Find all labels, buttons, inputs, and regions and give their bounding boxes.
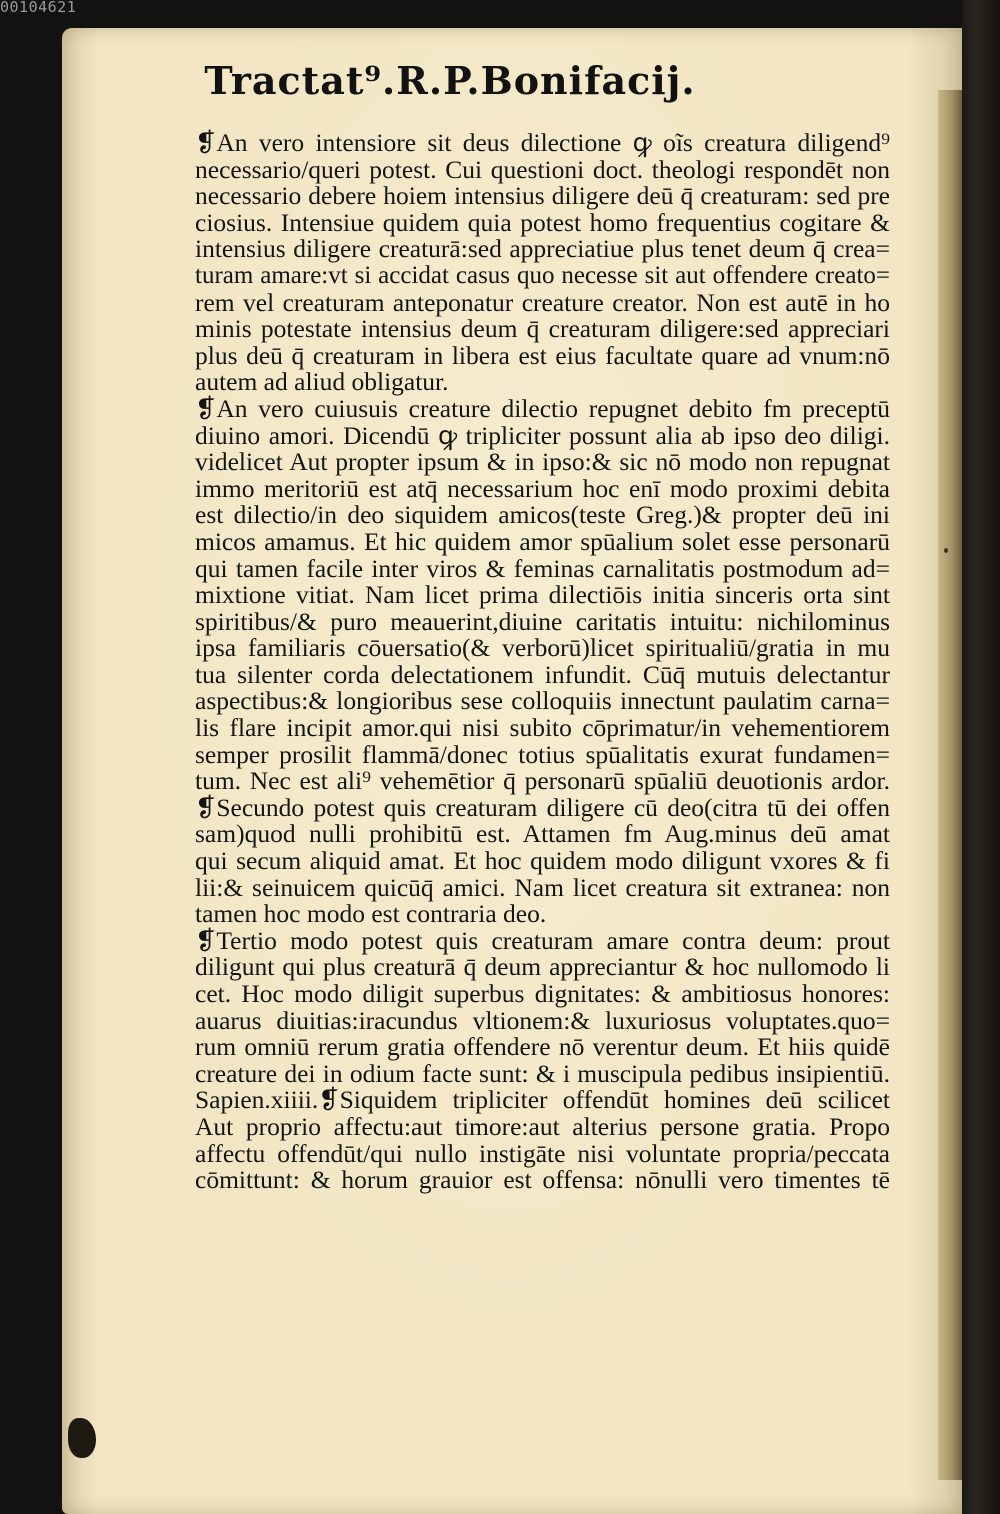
ink-stain <box>68 1418 96 1458</box>
text-line: qui tamen facile inter viros & feminas carnalitatis postmodum ad= <box>195 553 890 583</box>
text-line: lis flare incipit amor.qui nisi subito cōprimatur/in vehementiorem <box>195 713 890 743</box>
text-line: lii:& seinuicem quicūq̄ amici. Nam licet creatura sit extranea: non <box>195 872 890 902</box>
text-line: ❡Tertio modo potest quis creaturam amare contra deum: prout <box>195 925 890 955</box>
text-line: mixtione vitiat. Nam licet prima dilectiōis initia sinceris orta sint <box>195 580 890 610</box>
text-line: Aut proprio affectu:aut timore:aut alterius persone gratia. Propo <box>195 1111 890 1141</box>
text-line: diligunt qui plus creaturā q̄ deum appreciantur & hoc nullomodo li <box>195 952 890 982</box>
text-line: tum. Nec est ali⁹ vehemētior q̄ personarū spūaliū deuotionis ardor. <box>195 766 890 796</box>
text-line: videlicet Aut propter ipsum & in ipso:& sic nō modo non repugnat <box>195 447 890 477</box>
text-line: ciosius. Intensiue quidem quia potest homo frequentius cogitare & <box>195 207 890 237</box>
binding-board <box>962 0 1000 1514</box>
text-line: qui secum aliquid amat. Et hoc quidem modo diligunt vxores & fi <box>195 846 890 876</box>
text-line: necessario/queri potest. Cui questioni doct. theologi respondēt non <box>195 154 890 184</box>
text-line: rem vel creaturam anteponatur creature creator. Non est autē in ho <box>195 287 890 317</box>
text-line: ❡An vero cuiusuis creature dilectio repugnet debito fm preceptū <box>195 393 890 423</box>
text-line: auarus diuitias:iracundus vltionem:& luxuriosus voluptates.quo= <box>195 1005 890 1035</box>
text-line: necessario debere hoiem intensius diligere deū q̄ creaturam: sed pre <box>195 181 890 211</box>
text-line: cōmittunt: & horum grauior est offensa: nōnulli vero timentes tē <box>195 1165 890 1195</box>
text-line: micos amamus. Et hic quidem amor spūalium solet esse personarū <box>195 526 890 556</box>
text-line: rum omniū rerum gratia offendere nō verentur deum. Et hiis quidē <box>195 1032 890 1062</box>
text-line: plus deū q̄ creaturam in libera est eius facultate quare ad vnum:nō <box>195 340 890 370</box>
text-line: Sapien.xiiii.❡Siquidem tripliciter offendūt homines deū scilicet <box>195 1085 890 1115</box>
text-line: ipsa familiaris cōuersatio(& verborū)licet spiritualiū/gratia in mu <box>195 633 890 663</box>
text-line: tamen hoc modo est contraria deo. <box>195 899 547 929</box>
text-line: aspectibus:& longioribus sese colloquiis innectunt paulatim carna= <box>195 686 890 716</box>
text-line: minis potestate intensius deum q̄ creaturam diligere:sed appreciari <box>195 314 890 344</box>
running-head: Tractat⁹.R.P.Bonifacij. <box>204 58 696 103</box>
text-block <box>195 130 890 1194</box>
text-line: autem ad aliud obligatur. <box>195 367 449 397</box>
page-edge <box>938 90 962 1480</box>
text-line: cet. Hoc modo diligit superbus dignitates: & ambitiosus honores: <box>195 979 890 1008</box>
text-line: turam amare:vt si accidat casus quo necesse sit aut offendere creato= <box>195 261 890 289</box>
text-line: ❡An vero intensiore sit deus dilectione ꝙ oĩs creatura diligend⁹ <box>195 128 890 157</box>
scan-identifier: 00104621 <box>0 0 77 16</box>
text-line: spiritibus/& puro meauerint,diuine caritatis intuitu: nichilominus <box>195 606 890 636</box>
text-line: affectu offendūt/qui nullo instigāte nisi voluntate propria/peccata <box>195 1138 890 1168</box>
text-line: intensius diligere creaturā:sed appreciatiue plus tenet deum q̄ crea= <box>195 234 890 264</box>
text-line: creature dei in odium facte sunt: & i muscipula pedibus insipientiū. <box>195 1058 890 1088</box>
text-line: tua silenter corda delectationem infundit. Cūq̄ mutuis delectantur <box>195 659 890 689</box>
text-line: diuino amori. Dicendū ꝙ tripliciter possunt alia ab ipso deo diligi. <box>195 420 890 450</box>
ink-speck <box>944 548 948 553</box>
text-line: immo meritoriū est atq̄ necessarium hoc enī modo proximi debita <box>195 473 890 503</box>
text-line: est dilectio/in deo siquidem amicos(teste Greg.)& propter deū ini <box>195 500 890 530</box>
text-line: sam)quod nulli prohibitū est. Attamen fm Aug.minus deū amat <box>195 819 890 849</box>
text-line: ❡Secundo potest quis creaturam diligere cū deo(citra tū dei offen <box>195 792 890 822</box>
text-line: semper prosilit flammā/donec totius spūalitatis exurat fundamen= <box>195 739 890 769</box>
